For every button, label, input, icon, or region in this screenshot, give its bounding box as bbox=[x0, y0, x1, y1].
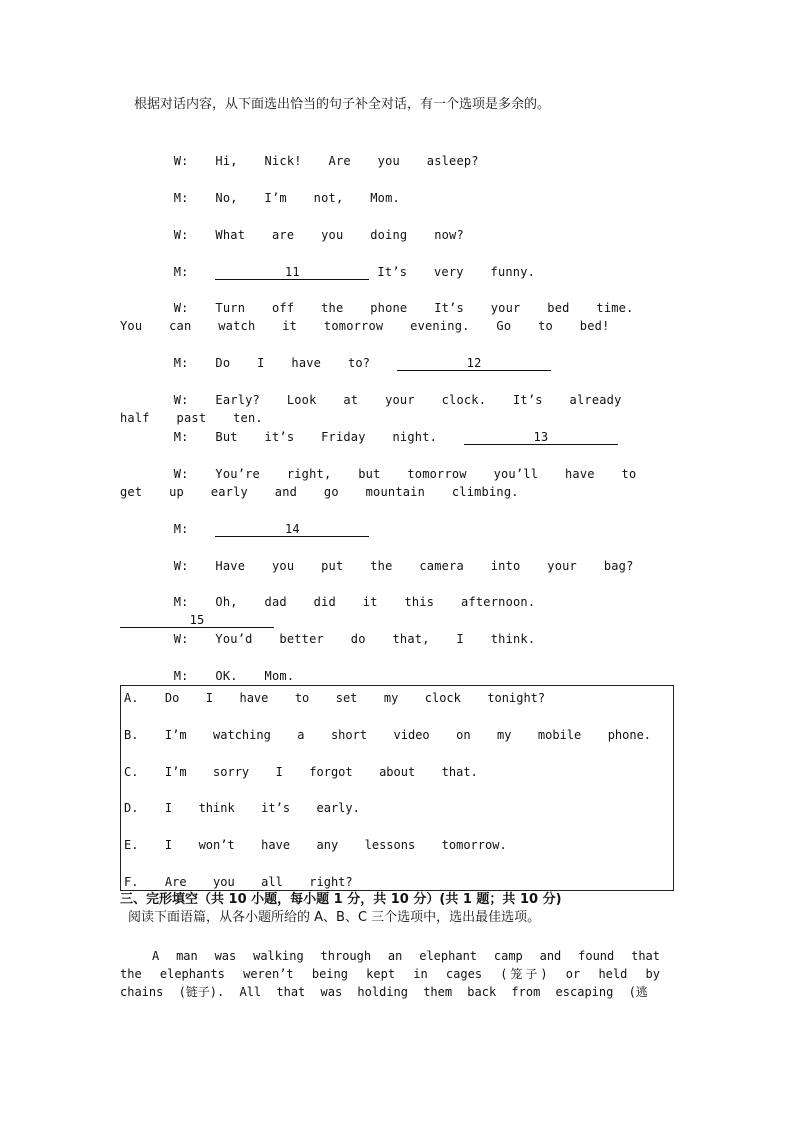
option-e bbox=[124, 836, 507, 854]
speaker: M: bbox=[173, 522, 189, 536]
section-instruction: 阅读下面语篇，从各小题所给的 A、B、C 三个选项中，选出最佳选项。 bbox=[128, 910, 541, 925]
line-text: You’re right, but tomorrow you’ll have to get up early and go mountain climbing. bbox=[120, 467, 664, 499]
line-text: Oh, dad did it this afternoon. bbox=[215, 595, 536, 609]
line-text: Turn off the phone It’s your bed time. You can watch it tomorrow evening. Go to bed! bbox=[120, 301, 661, 333]
speaker: M: bbox=[173, 669, 189, 683]
option-text: Are you all right? bbox=[164, 875, 353, 889]
options-box bbox=[120, 685, 674, 891]
line-text: Have you put the camera into your bag? bbox=[215, 559, 634, 573]
line-text: Early? Look at your clock. It’s already half past ten. bbox=[120, 393, 649, 425]
speaker: W: bbox=[173, 632, 189, 646]
answer-blank-12[interactable]: 12 bbox=[397, 357, 551, 371]
section-title: 三、完形填空（共 10 小题，每小题 1 分，共 10 分）(共 1 题；共 10 分) bbox=[120, 892, 562, 907]
speaker: M: bbox=[173, 356, 189, 370]
option-text: Do I have to set my clock tonight? bbox=[164, 691, 546, 705]
answer-blank-14[interactable]: 14 bbox=[215, 523, 369, 537]
option-letter: E. bbox=[124, 838, 139, 852]
line-text: What are you doing now? bbox=[215, 228, 464, 242]
speaker: W: bbox=[173, 559, 189, 573]
line-text: It’s very funny. bbox=[377, 265, 536, 279]
line-text: No, I’m not, Mom. bbox=[215, 191, 400, 205]
option-a bbox=[124, 689, 545, 707]
answer-blank-13[interactable]: 13 bbox=[464, 431, 618, 445]
option-c bbox=[124, 763, 478, 781]
line-text: Do I have to? bbox=[215, 356, 371, 370]
cloze-passage: A man was walking through an elephant camp and found that the elephants weren’t being kept in cages (笼子) or held by chains (链子). All that was holding them back from escaping (逃 bbox=[120, 949, 660, 999]
answer-blank-11[interactable]: 11 bbox=[215, 266, 369, 280]
line-text: OK. Mom. bbox=[215, 669, 295, 683]
option-letter: B. bbox=[124, 728, 139, 742]
answer-blank-15[interactable]: 15 bbox=[120, 614, 274, 628]
speaker: W: bbox=[173, 393, 189, 407]
speaker: M: bbox=[173, 191, 189, 205]
option-d bbox=[124, 799, 360, 817]
line-text: But it’s Friday night. bbox=[215, 430, 438, 444]
option-text: I won’t have any lessons tomorrow. bbox=[164, 838, 507, 852]
option-b bbox=[124, 726, 651, 744]
line-text: Hi, Nick! Are you asleep? bbox=[215, 154, 479, 168]
speaker: W: bbox=[173, 301, 189, 315]
option-letter: A. bbox=[124, 691, 139, 705]
option-f bbox=[124, 873, 353, 891]
line-text: You’d better do that, I think. bbox=[215, 632, 536, 646]
option-text: I think it’s early. bbox=[164, 801, 360, 815]
option-letter: D. bbox=[124, 801, 139, 815]
speaker: M: bbox=[173, 595, 189, 609]
speaker: M: bbox=[173, 430, 189, 444]
option-letter: C. bbox=[124, 765, 139, 779]
speaker: W: bbox=[173, 154, 189, 168]
speaker: W: bbox=[173, 228, 189, 242]
speaker: M: bbox=[173, 265, 189, 279]
option-text: I’m sorry I forgot about that. bbox=[164, 765, 478, 779]
speaker: W: bbox=[173, 467, 189, 481]
option-letter: F. bbox=[124, 875, 139, 889]
dialogue-instruction: 根据对话内容，从下面选出恰当的句子补全对话，有一个选项是多余的。 bbox=[134, 97, 551, 112]
option-text: I’m watching a short video on my mobile phone. bbox=[164, 728, 652, 742]
